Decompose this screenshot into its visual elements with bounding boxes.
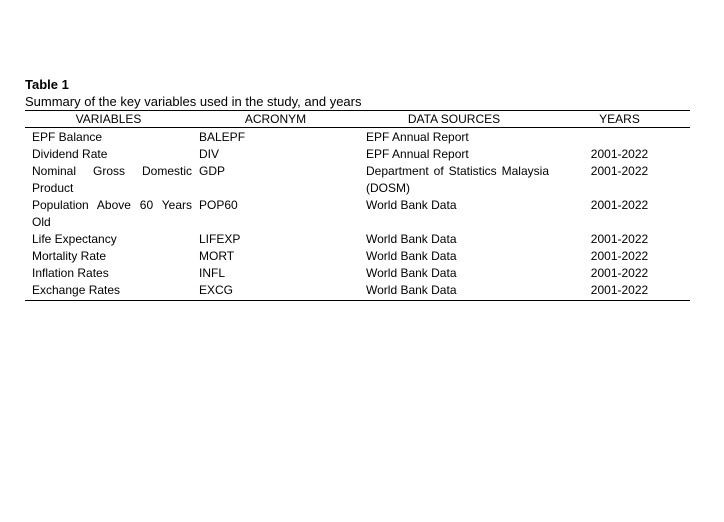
cell-years <box>549 128 690 147</box>
cell-years: 2001-2022 <box>590 147 649 161</box>
table-row <box>25 128 690 147</box>
header-years: YEARS <box>549 111 690 128</box>
cell-acronym: BALEPF <box>199 130 246 144</box>
cell-variable: Nominal Gross Domestic Product <box>32 164 192 195</box>
header-variables: VARIABLES <box>25 111 192 128</box>
cell-acronym: MORT <box>199 249 235 263</box>
cell-acronym: GDP <box>199 164 226 178</box>
table-row <box>25 146 690 163</box>
cell-years: 2001-2022 <box>590 249 649 263</box>
cell-acronym: INFL <box>199 266 226 280</box>
cell-source: World Bank Data <box>366 249 457 263</box>
cell-years: 2001-2022 <box>590 198 649 212</box>
cell-years: 2001-2022 <box>590 164 649 178</box>
table-label: Table 1 <box>25 77 69 92</box>
cell-variable: Population Above 60 Years Old <box>32 198 192 229</box>
cell-years: 2001-2022 <box>590 266 649 280</box>
table-row <box>25 265 690 282</box>
table-row <box>25 248 690 265</box>
header-acronym: ACRONYM <box>192 111 359 128</box>
cell-variable: Inflation Rates <box>32 266 109 280</box>
table-row <box>25 163 690 197</box>
cell-source: World Bank Data <box>366 232 457 246</box>
cell-source: EPF Annual Report <box>366 130 469 144</box>
cell-acronym: LIFEXP <box>199 232 241 246</box>
cell-source: World Bank Data <box>366 198 457 212</box>
cell-variable: Exchange Rates <box>25 282 192 301</box>
cell-variable: Mortality Rate <box>32 249 107 263</box>
cell-years: 2001-2022 <box>549 282 690 301</box>
cell-acronym: EXCG <box>192 282 359 301</box>
cell-variable: EPF Balance <box>32 130 103 144</box>
cell-years: 2001-2022 <box>590 232 649 246</box>
cell-acronym: POP60 <box>199 198 238 212</box>
table-block <box>25 76 690 301</box>
cell-source: Department of Statistics Malaysia (DOSM) <box>366 164 549 195</box>
cell-variable: Life Expectancy <box>32 232 117 246</box>
cell-acronym: DIV <box>199 147 220 161</box>
cell-source: World Bank Data <box>359 282 549 301</box>
cell-source: EPF Annual Report <box>366 147 469 161</box>
header-data-sources: DATA SOURCES <box>359 111 549 128</box>
table-row <box>25 282 690 301</box>
cell-source: World Bank Data <box>366 266 457 280</box>
cell-variable: Dividend Rate <box>32 147 108 161</box>
table-row <box>25 197 690 231</box>
table-caption: Summary of the key variables used in the study, and years <box>25 94 362 109</box>
table-header-row <box>25 111 690 128</box>
variables-table <box>25 110 690 301</box>
table-row <box>25 231 690 248</box>
